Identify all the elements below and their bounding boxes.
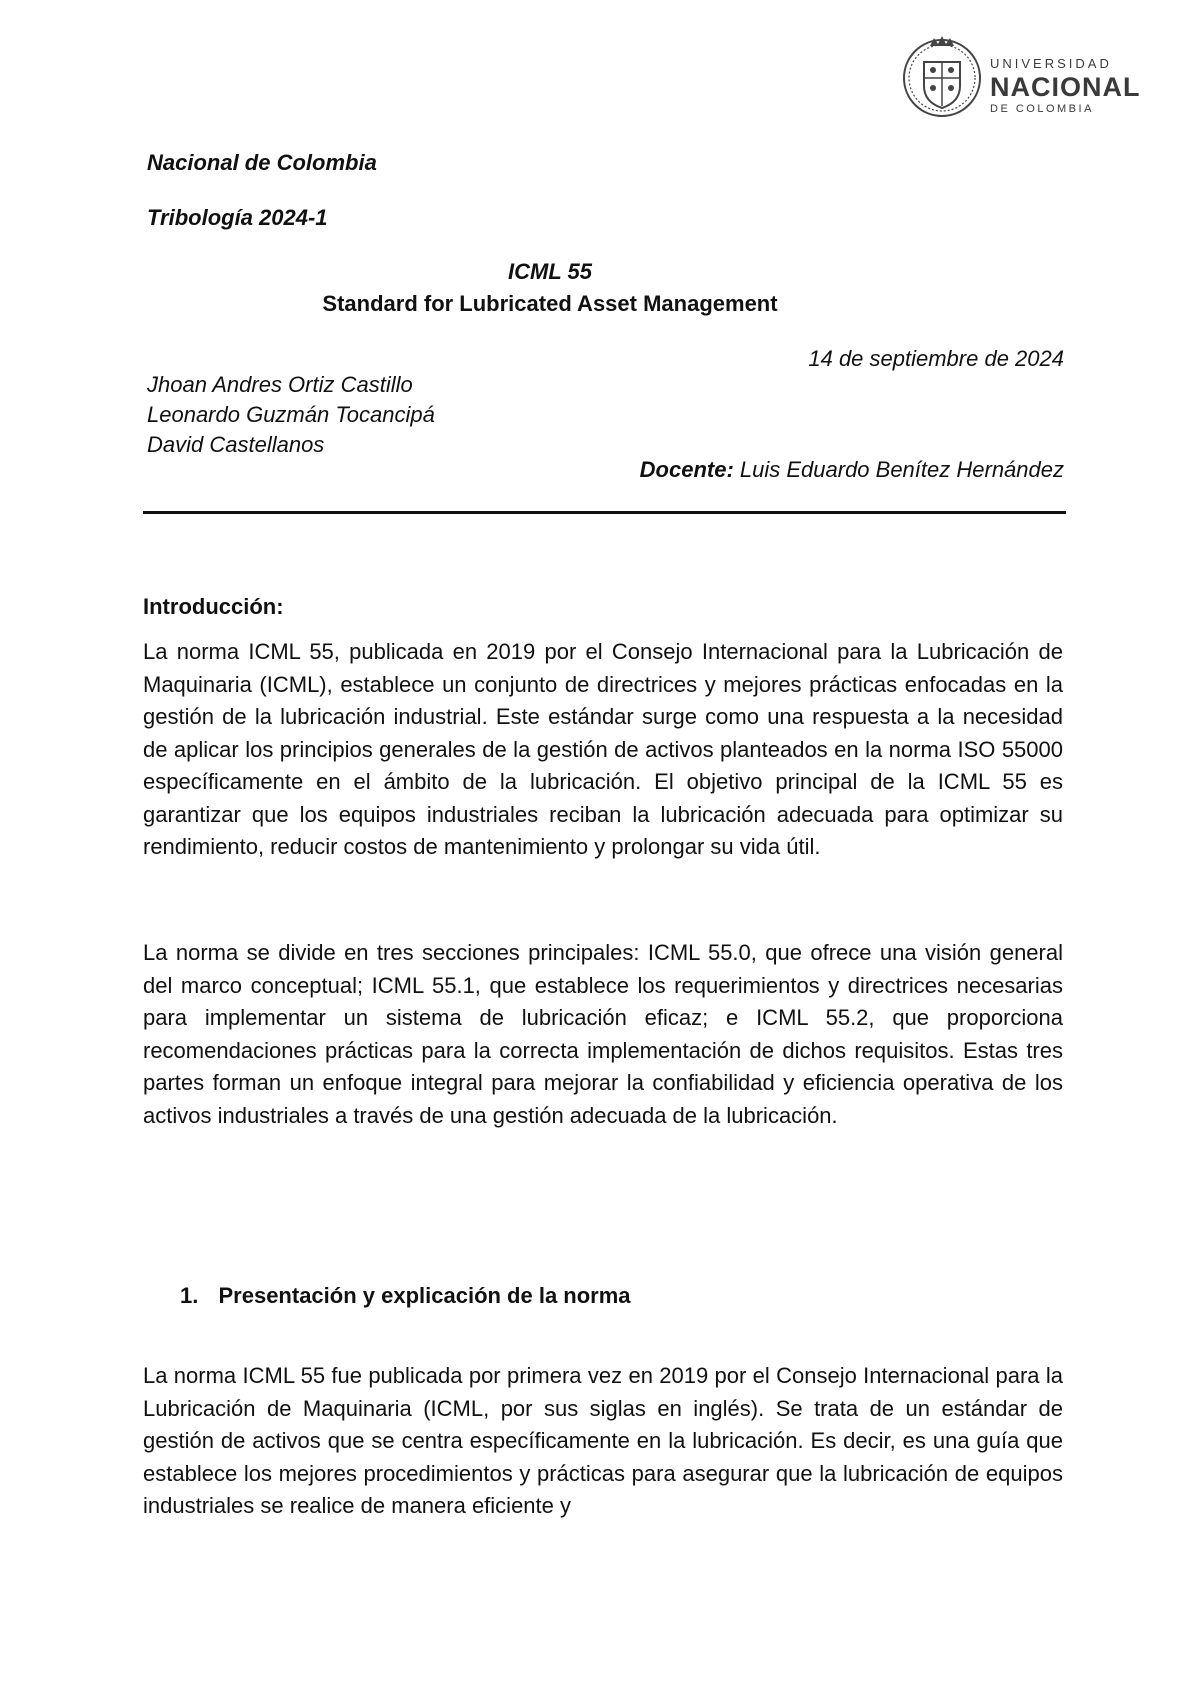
author-list: [147, 370, 435, 460]
author-name: David Castellanos: [147, 432, 325, 457]
teacher-label: Docente:: [639, 457, 734, 482]
document-subtitle: Standard for Lubricated Asset Management: [322, 291, 778, 316]
university-seal-icon: [900, 28, 984, 128]
section-1-title: Presentación y explicación de la norma: [218, 1283, 631, 1308]
logo-line-2: NACIONAL: [990, 72, 1141, 102]
intro-paragraph-1: La norma ICML 55, publicada en 2019 por el Consejo Internacional para la Lubricación de Maquinaria (ICML), establece un conjunto de directrices y mejores prácticas enfocadas en la gestión de la lubricación industrial. Este estándar surge como una respuesta a la necesidad de aplicar los principios generales de la gestión de activos planteados en la norma ISO 55000 específicamente en el ámbito de la lubricación. El objetivo principal de la ICML 55 es garantizar que los equipos industriales reciban la lubricación adecuada para optimizar su rendimiento, reducir costos de mantenimiento y prolongar su vida útil.: [143, 639, 1063, 859]
author-name: Leonardo Guzmán Tocancipá: [147, 402, 435, 427]
teacher-line: [640, 455, 1064, 485]
section-1-paragraph: La norma ICML 55 fue publicada por primera vez en 2019 por el Consejo Internacional para la Lubricación de Maquinaria (ICML, por sus siglas en inglés). Se trata de un estándar de gestión de activos que se centra específicamente en la lubricación. Es decir, es una guía que establece los mejores procedimientos y prácticas para asegurar que la lubricación de equipos industriales se realice de manera eficiente y: [143, 1363, 1063, 1518]
document-date: 14 de septiembre de 2024: [808, 346, 1064, 371]
university-logo: [900, 28, 1140, 138]
author-name: Jhoan Andres Ortiz Castillo: [147, 372, 413, 397]
course-heading: Tribología 2024-1: [147, 205, 328, 230]
document-title: ICML 55: [508, 259, 592, 284]
section-1-number: 1.: [180, 1283, 199, 1308]
intro-paragraph-2: La norma se divide en tres secciones principales: ICML 55.0, que ofrece una visión general del marco conceptual; ICML 55.1, que establece los requerimientos y directrices necesarias para implementar un sistema de lubricación eficaz; e ICML 55.2, que proporciona recomendaciones prácticas para la correcta implementación de dichos requisitos. Estas tres partes forman un enfoque integral para mejorar la confiabilidad y eficiencia operativa de los activos industriales a través de una gestión adecuada de la lubricación.: [143, 940, 1063, 1128]
section-1-heading: [180, 1283, 631, 1309]
institution-heading: Nacional de Colombia: [147, 150, 377, 175]
logo-line-3: DE COLOMBIA: [990, 103, 1094, 115]
intro-heading: Introducción:: [143, 594, 284, 619]
teacher-name: Luis Eduardo Benítez Hernández: [739, 457, 1064, 482]
logo-line-1: UNIVERSIDAD: [990, 56, 1112, 71]
header-divider: [143, 511, 1066, 514]
